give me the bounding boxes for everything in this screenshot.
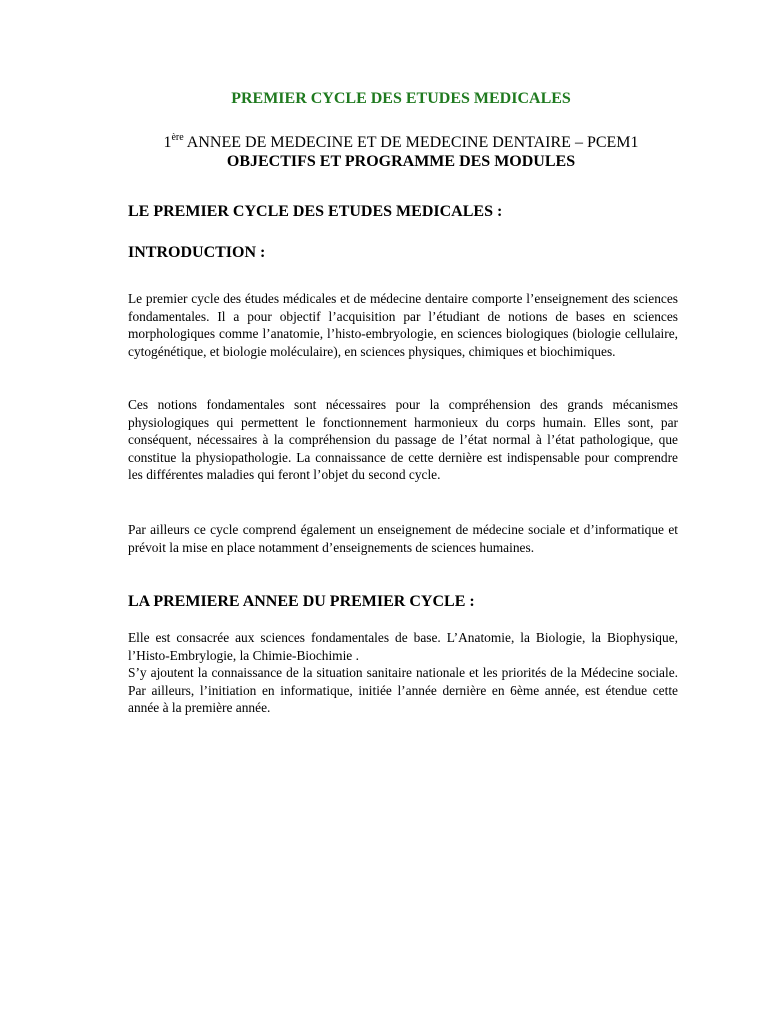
- document-subtitle-bold: OBJECTIFS ET PROGRAMME DES MODULES: [226, 153, 576, 170]
- heading-introduction: INTRODUCTION :: [128, 244, 266, 261]
- document-title: PREMIER CYCLE DES ETUDES MEDICALES: [231, 90, 571, 107]
- heading-premiere-annee: LA PREMIERE ANNEE DU PREMIER CYCLE :: [128, 593, 475, 610]
- intro-paragraph-3: Par ailleurs ce cycle comprend également un enseignement de médecine sociale et d’informatique et prévoit la mise en place notamment d’enseignements de sciences humaines.: [128, 522, 678, 555]
- subtitle-number: 1: [163, 134, 172, 151]
- subtitle-text: ANNEE DE MEDECINE ET DE MEDECINE DENTAIRE – PCEM1: [183, 134, 639, 151]
- intro-paragraph-2: Ces notions fondamentales sont nécessaires pour la compréhension des grands mécanismes physiologiques qui permettent le fonctionnement harmonieux du corps humain. Elles sont, par conséquent, nécessaires à la compréhension du passage de l’état normal à l’état pathologique, que constitue la physiopathologie. La connaissance de cette dernière est indispensable pour comprendre les différentes maladies qui feront l’objet du second cycle.: [128, 397, 678, 483]
- document-subtitle: [0, 132, 768, 152]
- first-year-line-2: S’y ajoutent la connaissance de la situation sanitaire nationale et les priorités de la Médecine sociale. Par ailleurs, l’initiation en informatique, initiée l’année dernière en 6ème année, est étendue cette année à la première année.: [128, 665, 678, 716]
- intro-paragraph-1: Le premier cycle des études médicales et de médecine dentaire comporte l’enseignement des sciences fondamentales. Il a pour objectif l’acquisition par l’étudiant de notions de bases en sciences morphologiques comme l’anatomie, l’histo-embryologie, en sciences biologiques (biologie cellulaire, cytogénétique, et biologie moléculaire), en sciences physiques, chimiques et biochimiques.: [128, 291, 678, 359]
- first-year-paragraph: [128, 629, 678, 717]
- first-year-line-1: Elle est consacrée aux sciences fondamentales de base. L’Anatomie, la Biologie, la Biophysique, l’Histo-Embrylogie, la Chimie-Biochimie .: [128, 630, 678, 663]
- subtitle-superscript: ère: [171, 132, 184, 143]
- heading-premier-cycle: LE PREMIER CYCLE DES ETUDES MEDICALES :: [128, 203, 503, 220]
